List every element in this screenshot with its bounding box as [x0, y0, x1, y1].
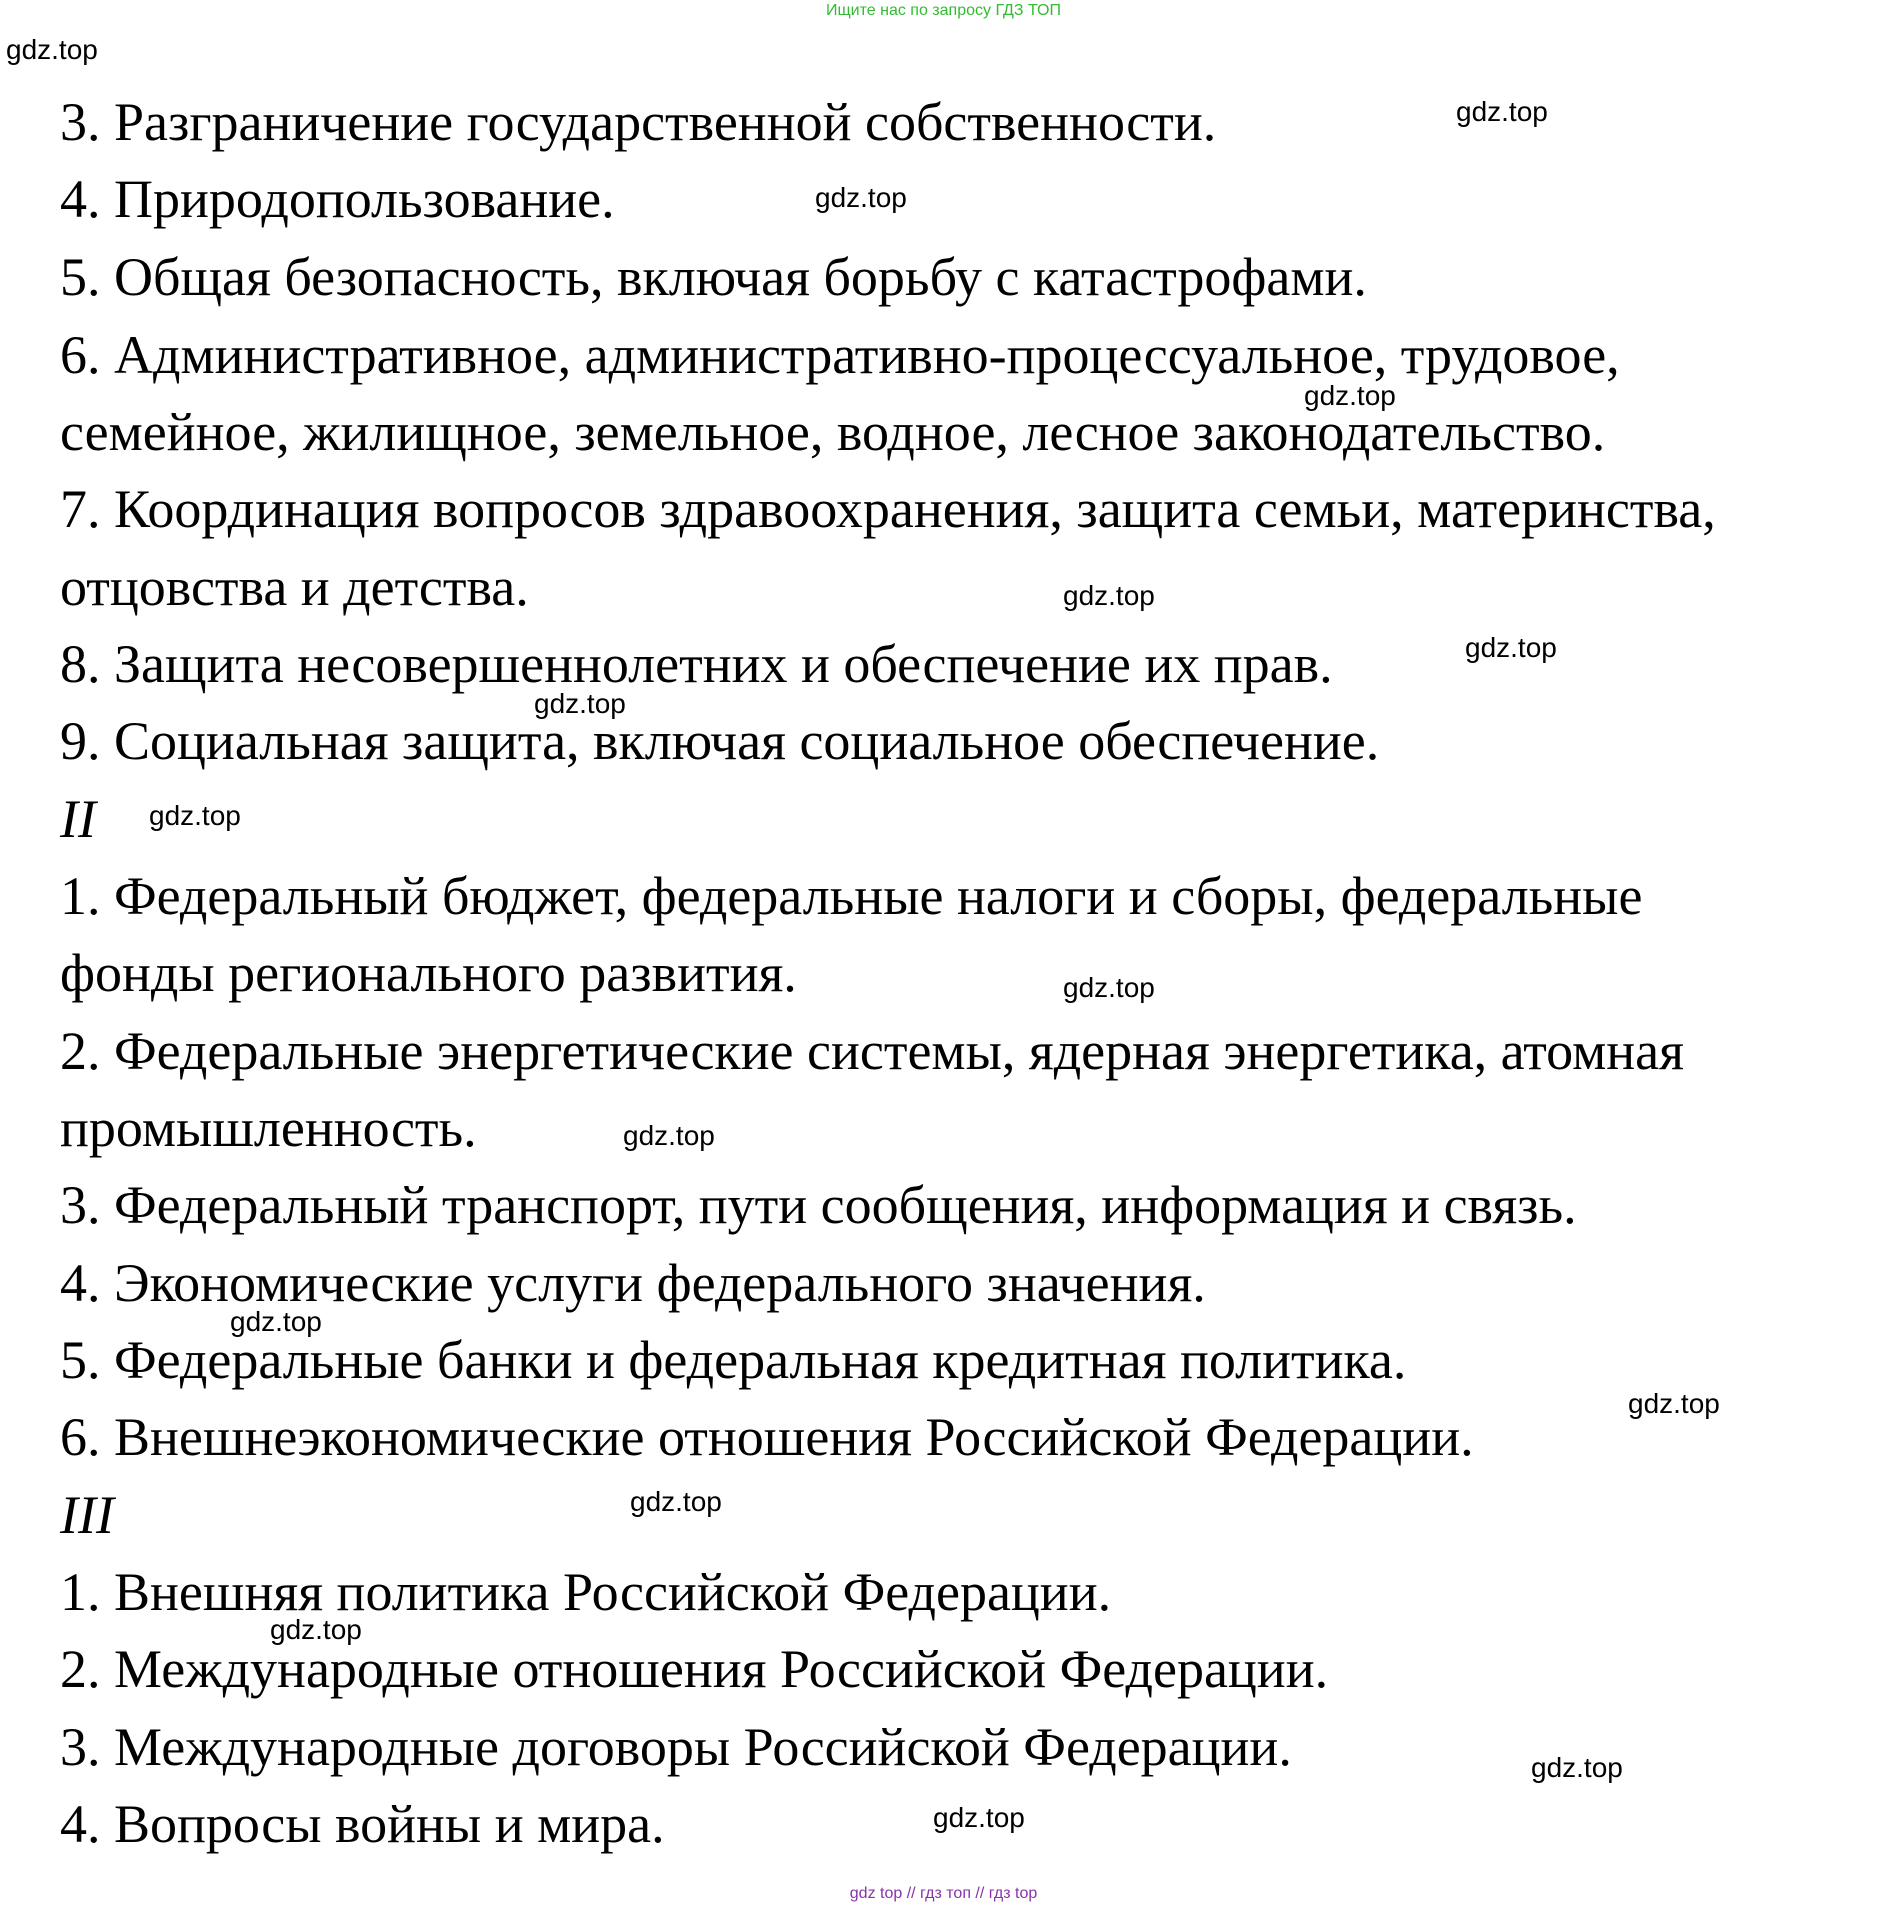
section-heading: II	[60, 789, 96, 849]
text-line: 3. Разграничение государственной собственности.	[60, 92, 1217, 152]
text-line: 3. Международные договоры Российской Федерации.	[60, 1717, 1292, 1777]
watermark: gdz.top	[230, 1306, 322, 1337]
footer-links[interactable]: gdz top // гдз топ // гдз top	[849, 1885, 1038, 1902]
text-line: 8. Защита несовершеннолетних и обеспечение их прав.	[60, 634, 1333, 694]
text-line: фонды регионального развития.	[60, 943, 797, 1003]
text-line: 1. Внешняя политика Российской Федерации.	[60, 1562, 1112, 1622]
text-line: 1. Федеральный бюджет, федеральные налоги и сборы, федеральные	[60, 866, 1643, 926]
text-line: 4. Экономические услуги федерального значения.	[60, 1253, 1206, 1313]
watermark: gdz.top	[933, 1802, 1025, 1833]
watermark: gdz.top	[623, 1120, 715, 1151]
text-line: 5. Федеральные банки и федеральная кредитная политика.	[60, 1330, 1407, 1390]
text-line: 9. Социальная защита, включая социальное обеспечение.	[60, 711, 1380, 771]
watermark: gdz.top	[6, 34, 98, 65]
watermark: gdz.top	[534, 688, 626, 719]
watermark: gdz.top	[1465, 632, 1557, 663]
watermark: gdz.top	[270, 1614, 362, 1645]
watermark: gdz.top	[815, 182, 907, 213]
watermark: gdz.top	[149, 800, 241, 831]
text-line: 6. Внешнеэкономические отношения Российской Федерации.	[60, 1407, 1474, 1467]
text-line: 4. Вопросы войны и мира.	[60, 1794, 665, 1854]
section-heading: III	[60, 1485, 114, 1545]
watermark: gdz.top	[1531, 1752, 1623, 1783]
watermark: gdz.top	[1456, 96, 1548, 127]
text-line: отцовства и детства.	[60, 557, 529, 617]
watermark: gdz.top	[1063, 972, 1155, 1003]
text-line: 4. Природопользование.	[60, 169, 615, 229]
text-line: 2. Международные отношения Российской Федерации.	[60, 1639, 1329, 1699]
text-line: семейное, жилищное, земельное, водное, лесное законодательство.	[60, 402, 1606, 462]
text-line: 7. Координация вопросов здравоохранения, защита семьи, материнства,	[60, 479, 1716, 539]
watermark: gdz.top	[1304, 380, 1396, 411]
text-line: 3. Федеральный транспорт, пути сообщения, информация и связь.	[60, 1175, 1577, 1235]
top-banner[interactable]: Ищите нас по запросу ГДЗ ТОП	[826, 2, 1061, 19]
watermark: gdz.top	[630, 1486, 722, 1517]
watermark: gdz.top	[1628, 1388, 1720, 1419]
text-line: промышленность.	[60, 1098, 477, 1158]
text-line: 2. Федеральные энергетические системы, ядерная энергетика, атомная	[60, 1021, 1684, 1081]
text-line: 6. Административное, административно-процессуальное, трудовое,	[60, 325, 1620, 385]
text-line: 5. Общая безопасность, включая борьбу с катастрофами.	[60, 247, 1367, 307]
watermark: gdz.top	[1063, 580, 1155, 611]
